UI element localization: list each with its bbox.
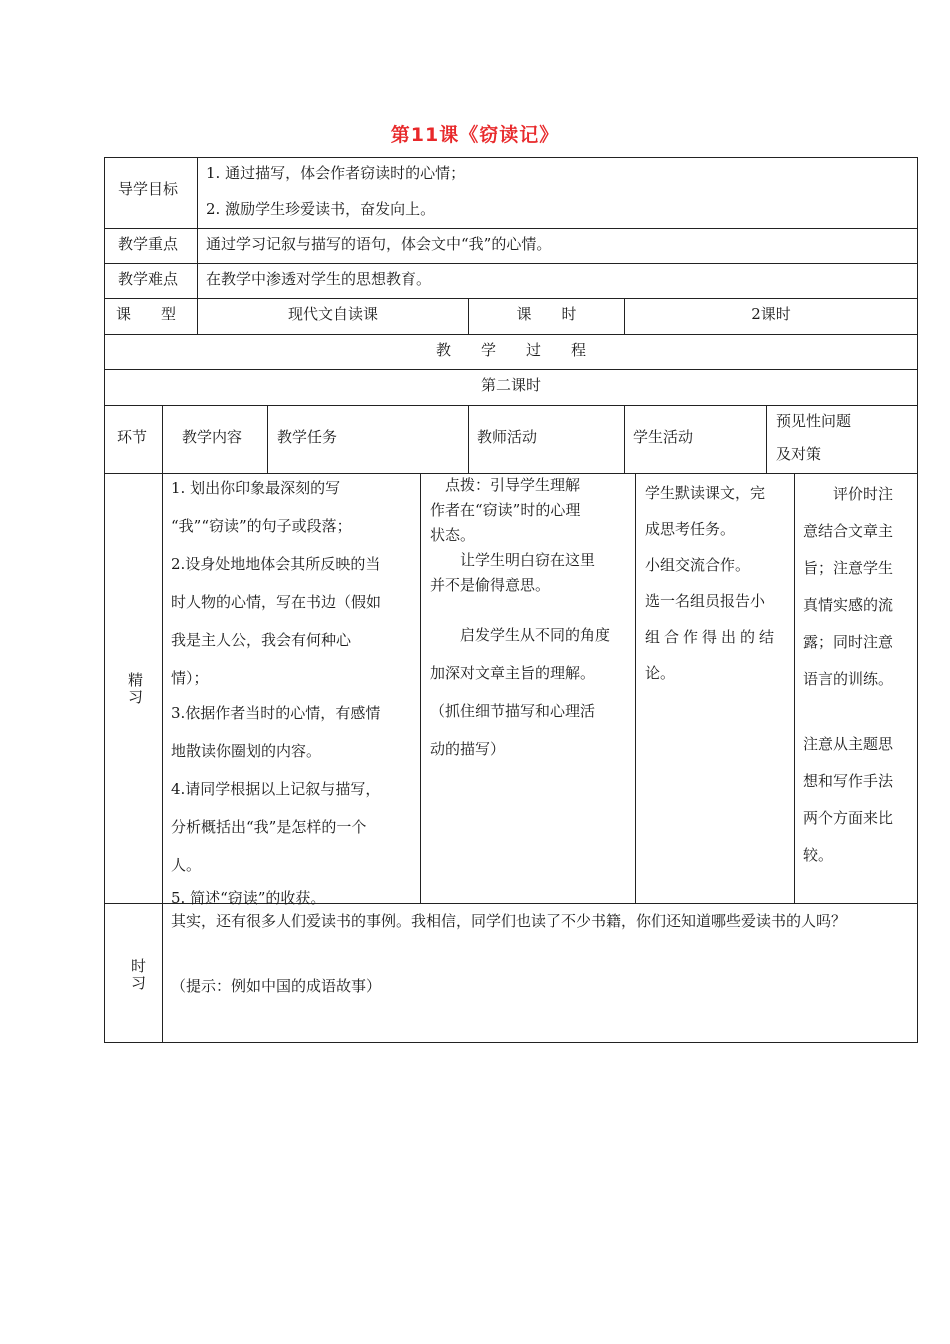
shixi-text: 其实，还有很多人们爱读书的事例。我相信，同学们也读了不少书籍，你们还知道哪些爱读书的人吗？ [171, 912, 847, 930]
teacher-line: 加深对文章主旨的理解。 [430, 664, 596, 682]
content-line: 时人物的心情，写在书边（假如 [171, 593, 382, 611]
rule [104, 369, 918, 370]
forecast-line [803, 698, 893, 726]
hours-label: 课 时 [516, 305, 577, 323]
rule [104, 157, 105, 1043]
rule [104, 334, 918, 335]
content-line: 人。 [171, 856, 202, 874]
rule [104, 405, 918, 406]
header-teacher: 教师活动 [477, 428, 538, 446]
jingxi-content [171, 469, 381, 917]
jingxi-forecast [803, 476, 893, 874]
goal-item: 1. 通过描写，体会作者窃读时的心情； [206, 164, 466, 182]
jingxi-teacher [430, 473, 610, 768]
rule [104, 1042, 918, 1043]
period-heading: 第二课时 [480, 376, 541, 394]
rule [420, 473, 421, 903]
difficulty-label: 教学难点 [118, 270, 179, 288]
content-line: 2.设身处地地体会其所反映的当 [171, 555, 381, 573]
type-label: 课 型 [116, 305, 177, 323]
teacher-line [430, 598, 610, 616]
jingxi-label: 精习 [126, 672, 144, 706]
type-value: 现代文自读课 [287, 305, 378, 323]
student-line: 选一名组员报告小 [645, 592, 766, 610]
content-line: 4.请同学根据以上记叙与描写， [171, 780, 381, 798]
process-heading: 教 学 过 程 [435, 341, 586, 359]
forecast-line: 两个方面来比 [803, 809, 894, 827]
forecast-line: 注意从主题思 [803, 735, 894, 753]
student-line: 成思考任务。 [645, 520, 736, 538]
teacher-line: 状态。 [430, 526, 476, 544]
forecast-line: 评价时注 [803, 485, 894, 503]
rule [162, 405, 163, 1043]
rule [635, 473, 636, 903]
teacher-line: 并不是偷得意思。 [430, 576, 551, 594]
page-title: 第11课《窃读记》 [390, 124, 560, 146]
content-line: 1. 划出你印象最深刻的写 [171, 479, 341, 497]
forecast-line: 想和写作手法 [803, 772, 894, 790]
teacher-line: 点拨：引导学生理解 [430, 476, 581, 494]
rule [624, 405, 625, 473]
shixi-label: 时习 [129, 958, 147, 992]
rule [794, 473, 795, 903]
content-line: 分析概括出“我”是怎样的一个 [171, 818, 367, 836]
rule [917, 157, 918, 1043]
content-line: 3.依据作者当时的心情，有感情 [171, 704, 381, 722]
jingxi-student [645, 475, 778, 691]
teacher-line: 启发学生从不同的角度 [430, 626, 611, 644]
forecast-line: 旨；注意学生 [803, 559, 894, 577]
forecast-line: 语言的训练。 [803, 670, 894, 688]
content-line: 情）； [171, 669, 209, 687]
goals-label: 导学目标 [118, 180, 179, 198]
focus-text: 通过学习记叙与描写的语句，体会文中“我”的心情。 [206, 235, 552, 253]
content-line: “我”“窃读”的句子或段落； [171, 517, 352, 535]
student-line: 论。 [645, 664, 676, 682]
content-line: 地散读你圈划的内容。 [171, 742, 322, 760]
rule [468, 405, 469, 473]
difficulty-text: 在教学中渗透对学生的思想教育。 [206, 270, 432, 288]
focus-label: 教学重点 [118, 235, 179, 253]
forecast-line: 真情实感的流 [803, 596, 894, 614]
hours-value: 2课时 [751, 305, 791, 323]
teacher-line: 让学生明白窃在这里 [430, 551, 596, 569]
student-line: 学生默读课文，完 [645, 484, 766, 502]
header-forecast: 及对策 [776, 445, 822, 463]
header-link: 环节 [117, 428, 148, 446]
rule [104, 298, 918, 299]
content-line: 我是主人公，我会有何种心 [171, 631, 352, 649]
header-student: 学生活动 [633, 428, 694, 446]
teacher-line: （抓住细节描写和心理活 [430, 702, 596, 720]
teacher-line: 动的描写） [430, 740, 506, 758]
header-content: 教学内容 [182, 428, 243, 446]
rule [104, 157, 918, 158]
rule [104, 263, 918, 264]
forecast-line: 意结合文章主 [803, 522, 894, 540]
forecast-line: 较。 [803, 846, 834, 864]
student-line: 小组交流合作。 [645, 556, 751, 574]
rule [766, 405, 767, 473]
header-task: 教学任务 [277, 428, 338, 446]
student-line: 组合作得出的结 [645, 628, 779, 646]
rule [267, 405, 268, 473]
rule [104, 228, 918, 229]
forecast-line: 露；同时注意 [803, 633, 894, 651]
content-line: 5. 简述“窃读”的收获。 [171, 889, 326, 907]
teacher-line: 作者在“窃读”时的心理 [430, 501, 581, 519]
shixi-hint: （提示：例如中国的成语故事） [171, 977, 382, 995]
goal-item: 2. 激励学生珍爱读书，奋发向上。 [206, 200, 436, 218]
header-forecast: 预见性问题 [776, 412, 852, 430]
